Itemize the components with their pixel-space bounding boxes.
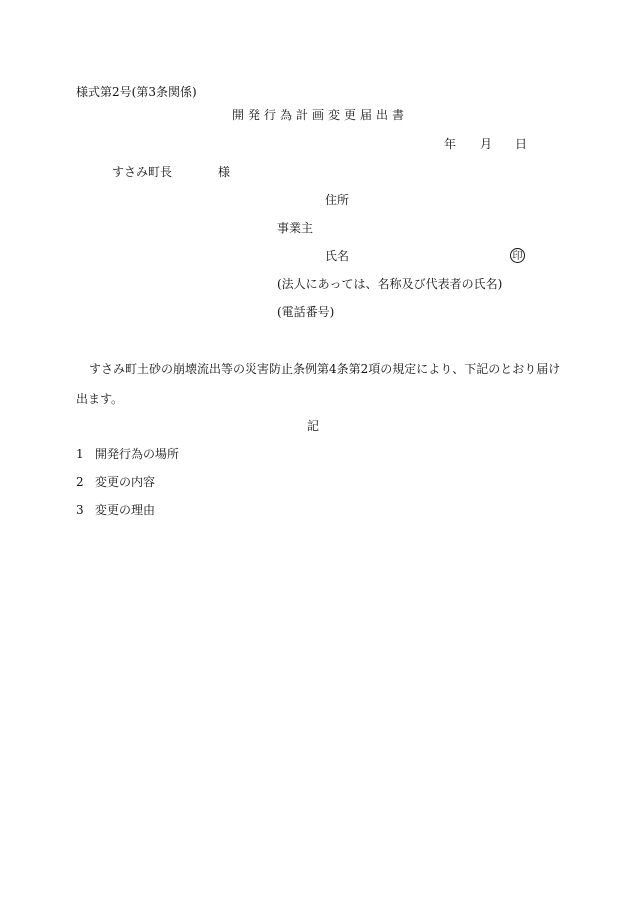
form-number: 様式第2号(第3条関係) xyxy=(76,85,197,99)
addressee-name: すさみ町長 xyxy=(112,165,173,179)
addressee-honorific: 様 xyxy=(218,165,231,179)
item-label: 変更の理由 xyxy=(95,503,156,517)
name-label: 氏名 xyxy=(325,249,350,263)
item-label: 開発行為の場所 xyxy=(95,447,180,461)
item-number: 2 xyxy=(76,475,84,489)
item-number: 3 xyxy=(76,503,84,517)
date-day: 日 xyxy=(515,137,528,151)
corporate-note: (法人にあっては、名称及び代表者の氏名) xyxy=(277,277,503,291)
item-label: 変更の内容 xyxy=(95,475,156,489)
document-title: 開発行為計画変更届出書 xyxy=(232,108,409,122)
phone-label: (電話番号) xyxy=(277,305,335,319)
business-owner-label: 事業主 xyxy=(277,221,314,235)
ki-heading: 記 xyxy=(307,419,320,433)
date-year: 年 xyxy=(444,137,457,151)
body-line-2: 出ます。 xyxy=(76,392,124,406)
address-label: 住所 xyxy=(325,193,350,207)
body-line-1: すさみ町土砂の崩壊流出等の災害防止条例第4条第2項の規定により、下記のとおり届け xyxy=(89,362,561,376)
date-month: 月 xyxy=(480,137,493,151)
item-number: 1 xyxy=(76,447,84,461)
seal-mark: 印 xyxy=(510,248,525,263)
